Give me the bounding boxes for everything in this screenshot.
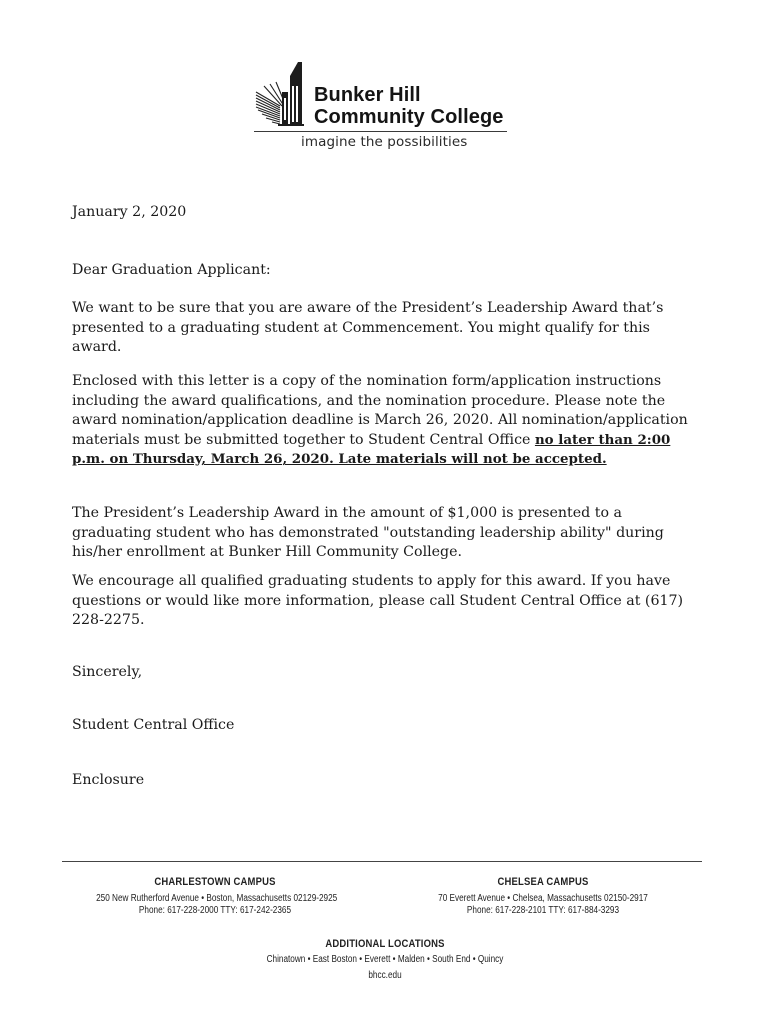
charlestown-heading: CHARLESTOWN CAMPUS <box>154 876 276 888</box>
footer-additional-locations <box>235 938 535 982</box>
chelsea-address: 70 Everett Avenue • Chelsea, Massachusetts 02150-2917 <box>438 893 648 904</box>
letter-paragraph-2 <box>72 372 702 470</box>
college-website: bhcc.edu <box>368 970 402 981</box>
chelsea-phone: Phone: 617-228-2101 TTY: 617-884-3293 <box>466 905 620 916</box>
letter-paragraph-1: We want to be sure that you are aware of the President’s Leadership Award that’s presented to a graduating student at Commencement. You might qualify for this award. <box>72 300 664 356</box>
chelsea-heading: CHELSEA CAMPUS <box>497 876 589 888</box>
footer-chelsea-campus <box>408 876 678 917</box>
letter-date: January 2, 2020 <box>72 204 187 220</box>
deadline-notice: no later than 2:00 p.m. on Thursday, March 26, 2020. Late materials will not be accepted. <box>72 431 671 468</box>
letterhead-divider <box>254 131 507 132</box>
letter-enclosure: Enclosure <box>72 772 145 788</box>
footer-charlestown-campus <box>70 876 360 917</box>
additional-locations-list: Chinatown • East Boston • Everett • Malden • South End • Quincy <box>266 954 504 965</box>
paragraph-2-text: Enclosed with this letter is a copy of the nomination form/application instructions including the award qualifications, and the nomination procedure. Please note the award nomination/application deadline is March 26, 2020. All nomination/application materials must be submitted together to Student Central Office <box>72 373 688 448</box>
additional-locations-heading: ADDITIONAL LOCATIONS <box>325 938 445 950</box>
footer-divider <box>62 861 702 862</box>
college-name <box>314 84 504 128</box>
letter-closing: Sincerely, <box>72 664 143 680</box>
college-name-line2: Community College <box>314 106 504 128</box>
college-tagline: imagine the possibilities <box>301 134 468 150</box>
letter-paragraph-4: We encourage all qualified graduating students to apply for this award. If you have questions or would like more information, please call Student Central Office at (617) 228-2275. <box>72 573 684 629</box>
college-name-line1: Bunker Hill <box>314 84 421 106</box>
letter-signature: Student Central Office <box>72 717 235 733</box>
letter-paragraph-3: The President’s Leadership Award in the amount of $1,000 is presented to a graduating student who has demonstrated "outstanding leadership ability" during his/her enrollment at Bunker Hill Community College. <box>72 505 664 561</box>
charlestown-phone: Phone: 617-228-2000 TTY: 617-242-2365 <box>138 905 292 916</box>
college-logo-icon <box>254 62 308 128</box>
letter-salutation: Dear Graduation Applicant: <box>72 262 271 278</box>
charlestown-address: 250 New Rutherford Avenue • Boston, Massachusetts 02129-2925 <box>96 893 338 904</box>
